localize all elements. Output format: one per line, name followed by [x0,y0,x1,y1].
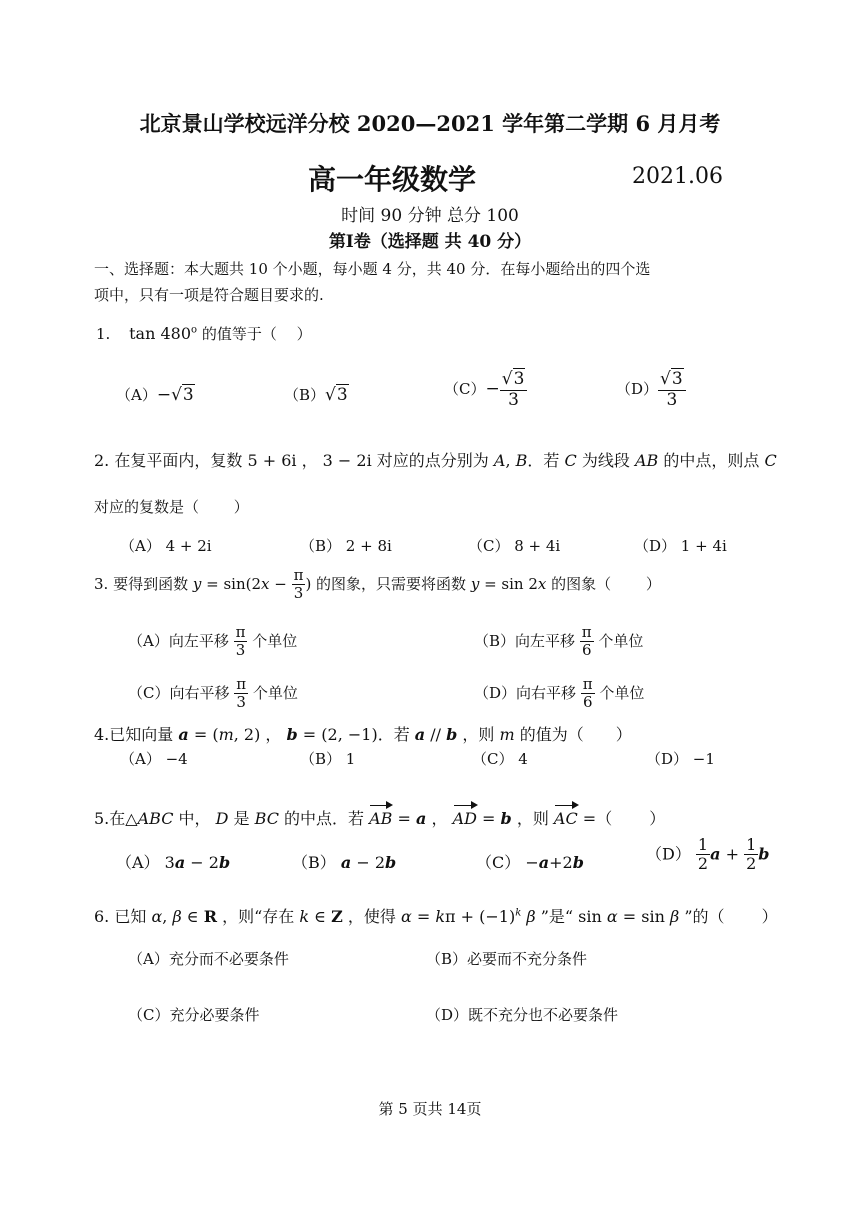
question-number: 1. [96,325,111,343]
q1-option-a: （A）−√3 [116,385,194,405]
q1-suffix: 的值等于（ ） [201,325,312,343]
option-label: （A） [116,386,157,404]
q6-option-b: （B）必要而不充分条件 [426,950,588,968]
instructions-line-2: 项中，只有一项是符合题目要求的. [94,286,324,304]
question-4: 4.已知向量 a = (m, 2) ， b = (2, −1)．若 a // b ，则 m 的值为（ ） [94,725,632,744]
instructions-line-1: 一、选择题：本大题共 10 个小题，每小题 4 分，共 40 分．在每小题给出的四个选 [94,260,651,278]
q4-option-b: （B） 1 [300,750,356,768]
school-title: 北京景山学校远洋分校 2020—2021 学年第二学期 6 月月考 [139,111,721,136]
q2-option-a: （A） 4 + 2i [120,537,212,555]
q5-option-b: （B） a − 2b [292,853,397,872]
q2-option-b: （B） 2 + 8i [300,537,392,555]
q4-option-c: （C） 4 [472,750,528,768]
exam-date: 2021.06 [632,164,723,189]
q4-option-a: （A） −4 [120,750,188,768]
question-5: 5.在△ABC 中， D 是 BC 的中点．若 AB = a ， AD = b ，则 AC =（ ） [94,809,666,828]
part-heading: 第Ⅰ卷（选择题 共 40 分） [328,232,532,252]
q3-option-d: （D）向右平移 $\frac{\pi}{6}$ 个单位 [474,675,645,712]
q1-option-d: （D） $\frac{√3}{3}$ [616,370,686,410]
subject-title: 高一年级数学 [308,163,477,196]
question-2-cont: 对应的复数是（ ） [94,498,249,516]
q5-option-d: （D） $\frac{1}{2}$ a + $\frac{1}{2}$ b [646,835,770,874]
q6-option-c: （C）充分必要条件 [128,1006,260,1024]
page-footer: 第 5 页共 14页 [378,1100,482,1118]
q3-option-b: （B）向左平移 $\frac{\pi}{6}$ 个单位 [474,623,644,660]
time-score-info: 时间 90 分钟 总分 100 [341,206,519,226]
q1-option-b: （B）√3 [284,385,348,405]
q1-expression: tan 480$^o$ [129,324,198,343]
option-label: （C） [444,380,486,399]
q1-option-c: （C）− $\frac{√3}{3}$ [444,370,527,410]
q2-option-d: （D） 1 + 4i [634,537,727,555]
option-label: （B） [284,386,326,404]
q6-option-a: （A）充分而不必要条件 [128,950,289,968]
q5-option-c: （C） −a+2b [476,853,584,872]
q6-option-d: （D）既不充分也不必要条件 [426,1006,619,1024]
q3-option-c: （C）向右平移 $\frac{\pi}{3}$ 个单位 [128,675,298,712]
q3-option-a: （A）向左平移 $\frac{\pi}{3}$ 个单位 [128,623,298,660]
question-6: 6. 已知 α, β ∈ R ，则“存在 k ∈ Z ，使得 $\alpha = k\pi + (-1)^k$ β ”是“ sin α = sin β ”的（ ） [94,907,778,926]
q2-option-c: （C） 8 + 4i [468,537,561,555]
question-2: 2. 在复平面内，复数 5 + 6i ， 3 − 2i 对应的点分别为 A, B．若 C 为线段 AB 的中点，则点 C [94,451,777,470]
option-label: （D） [616,380,659,399]
q5-option-a: （A） 3a − 2b [116,853,231,872]
question-1 [96,323,312,344]
q4-option-d: （D） −1 [646,750,715,768]
question-3: 3. 要得到函数 y = sin(2x − $\frac{\pi}{3}$ ) 的图象，只需要将函数 y = sin 2x 的图象（ ） [94,566,661,603]
